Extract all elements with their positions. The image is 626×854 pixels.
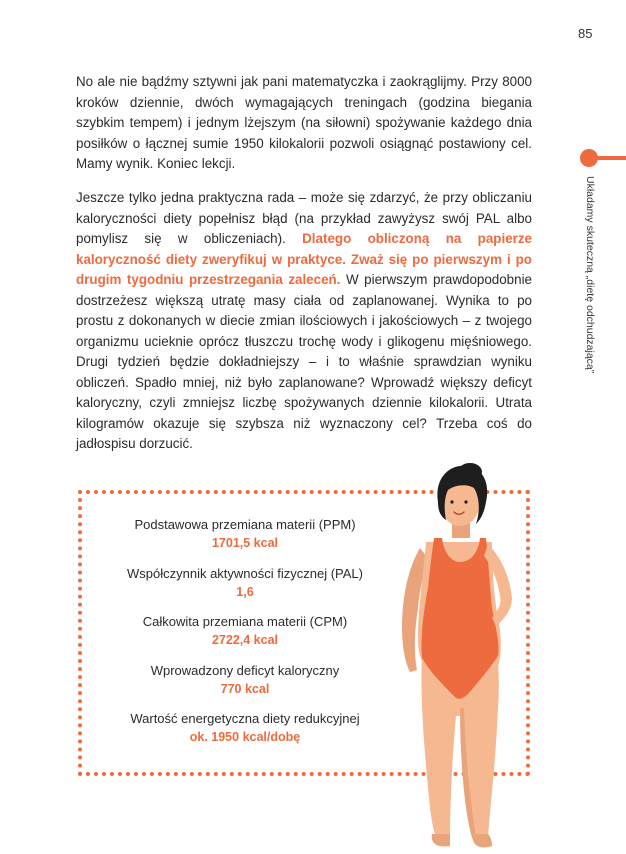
paragraph-2-highlight: Dlatego obliczoną na papierze kaloryczność diety zweryfikuj w praktyce. Zważ się po pierwszym i po drugim tygodniu przestrzegania zaleceń. [76, 231, 532, 287]
right-eye [464, 500, 467, 503]
left-foot [432, 834, 450, 847]
side-tab-label: Układamy skuteczną „dietę odchudzającą” [584, 176, 596, 374]
hair-bun [458, 463, 482, 481]
stat-value: 1701,5 kcal [211, 536, 279, 550]
stat-item [90, 662, 400, 698]
stat-value: 1,6 [236, 584, 254, 599]
stat-item [90, 710, 400, 746]
stat-value: 2722,4 kcal [211, 633, 279, 647]
paragraph-2-text-start: Jeszcze tylko jedna praktyczna rada – może się zdarzyć, że przy obliczaniu kaloryczności diety popełnisz błąd (na przykład zawyżysz swój PAL albo pomylisz się w obliczeniach). [76, 190, 532, 246]
page-number: 85 [578, 26, 593, 41]
paragraph-2-text-end: W pierwszym prawdopodobnie dostrzeżesz większą utratę masy ciała od zaplanowanej. Wynika to po prostu z dokonanych w diecie zmian ilościowych i jakościowych – z twojego organizmu ucieknie oprócz tłuszczu trochę wody i glikogenu mięśniowego. Drugi tydzień będzie dokładniejszy – i to właśnie sprawdzian wyniku obliczeń. Spadło mniej, niż było zaplanowane? Wprowadź większy deficyt kaloryczny, czyli zmniejsz liczbę spożywanych dziennie kilokalorii. Utrata kilogramów okazuje się szybsza niż wyznaczony cel? Trzeba coś do jadłospisu dorzucić. [76, 272, 532, 451]
woman-figure-illustration [380, 458, 540, 854]
right-foot [472, 834, 492, 848]
stats-list [90, 516, 400, 759]
stat-label: Wartość energetyczna diety redukcyjnej [130, 711, 360, 726]
stat-item [90, 516, 400, 552]
side-tab-dot [580, 149, 598, 167]
paragraph-2 [76, 188, 532, 455]
stat-label: Wprowadzony deficyt kaloryczny [150, 662, 340, 678]
stat-item [90, 565, 400, 601]
paragraph-1: No ale nie bądźmy sztywni jak pani matematyczka i zaokrąglijmy. Przy 8000 kroków dziennie, dwóch wymagających treningach (godzina biegania szybkim tempem) i jednym lżejszym (na siłowni) spożywanie każdego dnia posiłków o łącznej sumie 1950 kilokalorii pozwoli osiągnąć postawiony cel. Mamy wynik. Koniec lekcji. [76, 74, 532, 171]
stat-value: 770 kcal [220, 681, 270, 696]
stat-label: Podstawowa przemiana materii (PPM) [134, 517, 356, 532]
stat-item [90, 613, 400, 649]
stat-label: Całkowita przemiana materii (CPM) [142, 614, 348, 629]
stat-label: Współczynnik aktywności fizycznej (PAL) [127, 565, 363, 581]
left-eye [450, 500, 453, 503]
stat-value: ok. 1950 kcal/dobę [189, 730, 301, 744]
